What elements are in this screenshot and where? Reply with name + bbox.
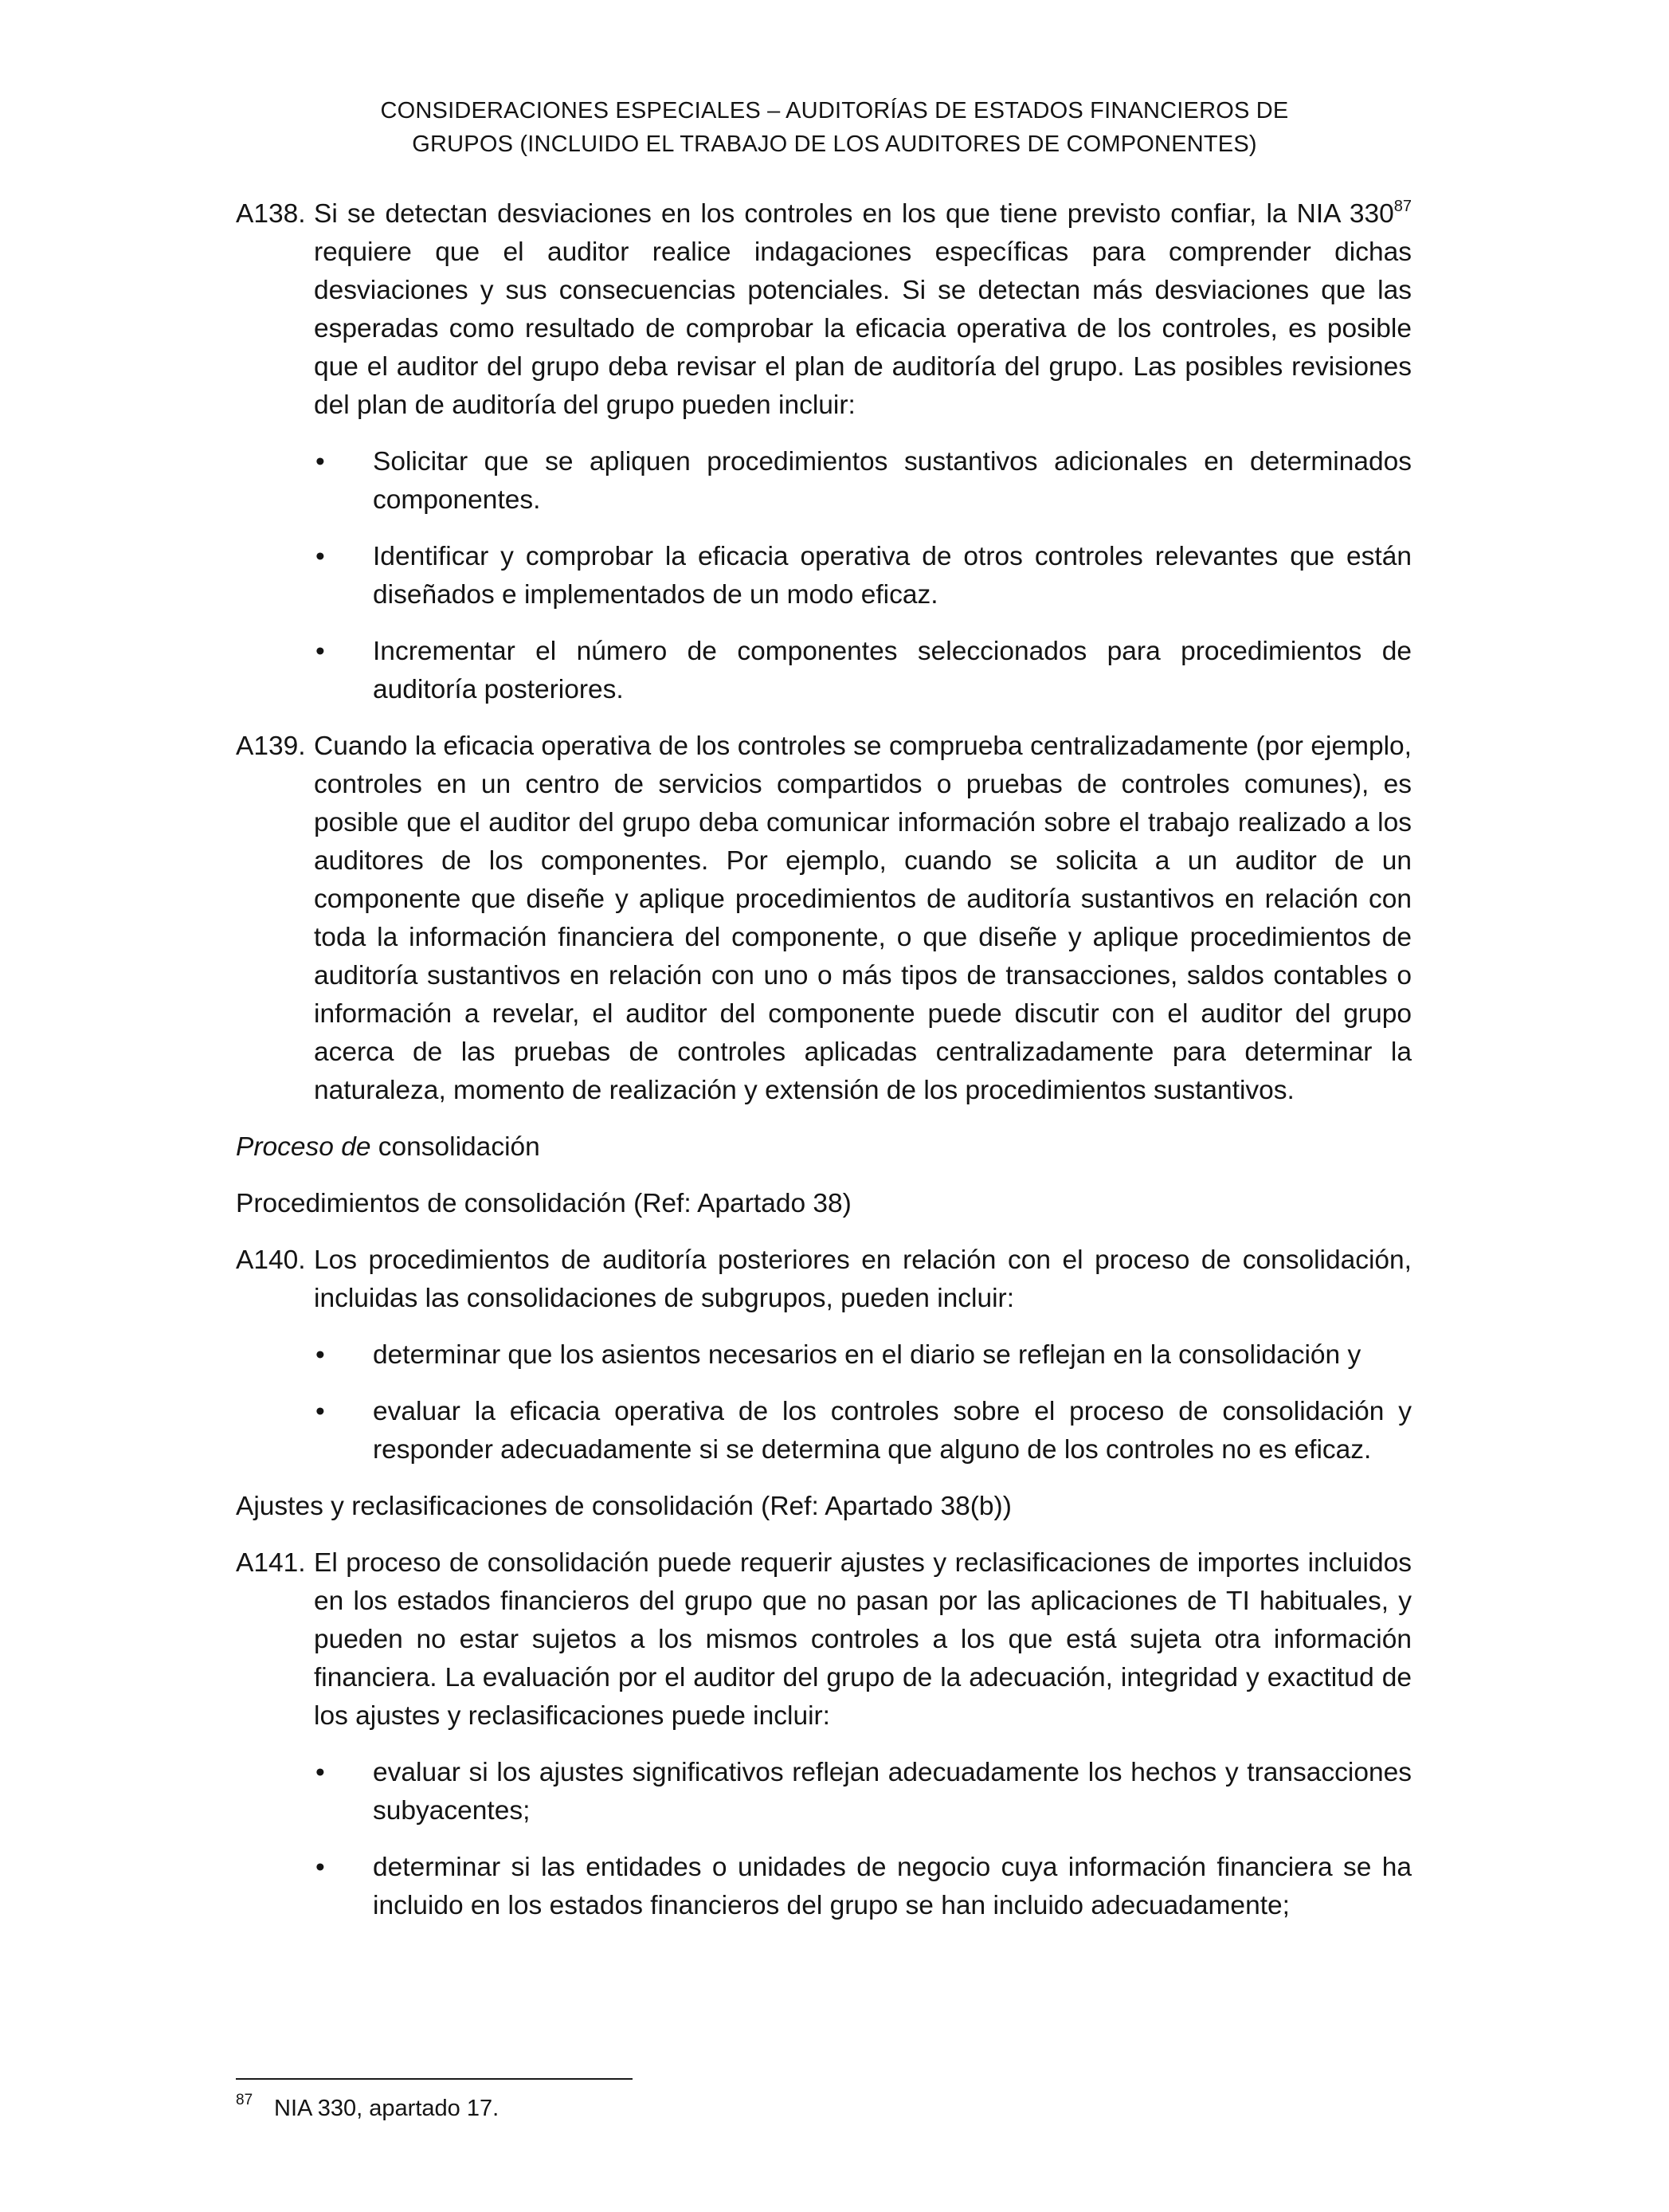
footnote-text: NIA 330, apartado 17.	[274, 2096, 500, 2121]
footnote	[236, 2092, 499, 2124]
paragraph-a141	[236, 1544, 1412, 1735]
list-item-text: determinar si las entidades o unidades de negocio cuya información financiera se ha incluido en los estados financieros del grupo se han incluido adecuadamente;	[373, 1853, 1412, 1920]
bullet-icon: •	[315, 1853, 325, 1882]
bullet-icon: •	[315, 542, 325, 571]
list-item-text: Identificar y comprobar la eficacia operativa de otros controles relevantes que están diseñados e implementados de un modo eficaz.	[373, 542, 1412, 610]
bullet-icon: •	[315, 1397, 325, 1426]
section-heading: Proceso de consolidación	[236, 1132, 540, 1162]
list-item-text: evaluar si los ajustes significativos reflejan adecuadamente los hechos y transacciones subyacentes;	[373, 1758, 1412, 1826]
list-item	[314, 1336, 1412, 1375]
header-line-2: GRUPOS (INCLUIDO EL TRABAJO DE LOS AUDITORES DE COMPONENTES)	[412, 131, 1257, 157]
list-item	[314, 1754, 1412, 1830]
list-item-text: evaluar la eficacia operativa de los controles sobre el proceso de consolidación y responder adecuadamente si se determina que alguno de los controles no es eficaz.	[373, 1397, 1412, 1465]
footnote-separator	[236, 2078, 633, 2080]
subheading-ref-38b: Ajustes y reclasificaciones de consolidación (Ref: Apartado 38(b))	[236, 1492, 1012, 1521]
paragraph-text: Si se detectan desviaciones en los controles en los que tiene previsto confiar, la NIA $330^{87}$ requiere que el auditor realice indagaciones específicas para comprender dichas desviaciones y sus consecuencias potenciales. Si se detectan más desviaciones que las esperadas como resultado de comprobar la eficacia operativa de los controles, es posible que el auditor del grupo deba revisar el plan de auditoría del grupo. Las posibles revisiones del plan de auditoría del grupo pueden incluir:	[314, 198, 1412, 420]
paragraph-number: A139.	[236, 731, 306, 761]
list-item	[314, 1393, 1412, 1469]
paragraph-number: A141.	[236, 1548, 306, 1578]
list-item	[314, 443, 1412, 520]
bullet-icon: •	[315, 447, 325, 477]
paragraph-a140	[236, 1241, 1412, 1318]
bullet-icon: •	[315, 1758, 325, 1787]
bullet-list-a138	[314, 443, 1412, 709]
footnote-mark: 87	[236, 2092, 253, 2108]
bullet-icon: •	[315, 1340, 325, 1370]
paragraph-a138	[236, 195, 1412, 425]
footnote-reference[interactable]: 87	[1393, 198, 1412, 215]
subheading-ref-38: Procedimientos de consolidación (Ref: Apartado 38)	[236, 1189, 852, 1218]
paragraph-a139	[236, 728, 1412, 1110]
paragraph-text: El proceso de consolidación puede requerir ajustes y reclasificaciones de importes incluidos en los estados financieros del grupo que no pasan por las aplicaciones de TI habituales, y pueden no estar sujetos a los mismos controles a los que está sujeta otra información financiera. La evaluación por el auditor del grupo de la adecuación, integridad y exactitud de los ajustes y reclasificaciones puede incluir:	[314, 1548, 1412, 1731]
bullet-list-a141	[314, 1754, 1412, 1925]
list-item-text: Solicitar que se apliquen procedimientos sustantivos adicionales en determinados componentes.	[373, 447, 1412, 515]
list-item-text: Incrementar el número de componentes seleccionados para procedimientos de auditoría posteriores.	[373, 637, 1412, 704]
list-item	[314, 633, 1412, 709]
list-item	[314, 538, 1412, 614]
document-body	[236, 195, 1412, 1943]
list-item-text: determinar que los asientos necesarios en el diario se reflejan en la consolidación y	[373, 1340, 1361, 1370]
paragraph-text: Los procedimientos de auditoría posteriores en relación con el proceso de consolidación, incluidas las consolidaciones de subgrupos, pueden incluir:	[314, 1245, 1412, 1313]
list-item	[314, 1849, 1412, 1925]
page-header	[0, 94, 1669, 161]
bullet-list-a140	[314, 1336, 1412, 1469]
paragraph-number: A140.	[236, 1245, 306, 1275]
paragraph-number: A138.	[236, 199, 306, 229]
header-line-1: CONSIDERACIONES ESPECIALES – AUDITORÍAS DE ESTADOS FINANCIEROS DE	[380, 98, 1289, 124]
paragraph-text: Cuando la eficacia operativa de los controles se comprueba centralizadamente (por ejemplo, controles en un centro de servicios compartidos o pruebas de controles comunes), es posible que el auditor del grupo deba comunicar información sobre el trabajo realizado a los auditores de los componentes. Por ejemplo, cuando se solicita a un auditor de un componente que diseñe y aplique procedimientos de auditoría sustantivos en relación con toda la información financiera del componente, o que diseñe y aplique procedimientos de auditoría sustantivos en relación con uno o más tipos de transacciones, saldos contables o información a revelar, el auditor del componente puede discutir con el auditor del grupo acerca de las pruebas de controles aplicadas centralizadamente para determinar la naturaleza, momento de realización y extensión de los procedimientos sustantivos.	[314, 731, 1412, 1105]
bullet-icon: •	[315, 637, 325, 666]
